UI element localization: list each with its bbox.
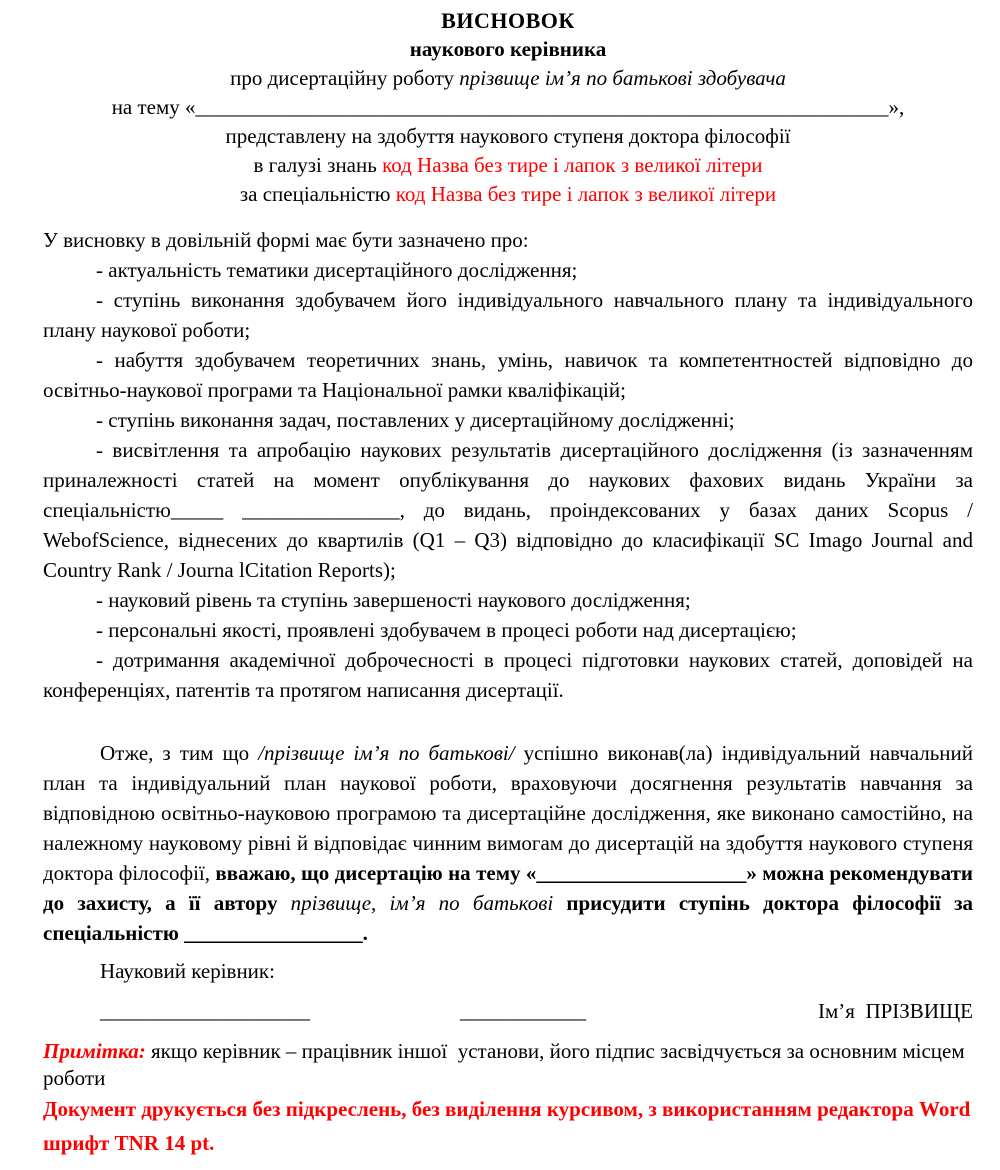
document-header xyxy=(43,6,973,209)
supervisor-label: Науковий керівник: xyxy=(100,959,275,983)
requirement-bullet: - набуття здобувачем теоретичних знань, умінь, навичок та компетентностей відповідно до освітньо-наукової програми та Національної рамки кваліфікацій; xyxy=(43,348,973,402)
conclusion-paragraph xyxy=(43,738,973,948)
candidate-name-placeholder: прізвище ім’я по батькові здобувача xyxy=(459,66,786,90)
signature-row xyxy=(43,996,973,1026)
requirement-bullet: - ступінь виконання здобувачем його індивідуального навчального плану та індивідуального плану наукової роботи; xyxy=(43,288,973,342)
supervisor-name: Ім’я ПРІЗВИЩЕ xyxy=(818,999,973,1023)
topic-blank-line: __________________________________________________________________ xyxy=(195,95,889,119)
doc-title: ВИСНОВОК xyxy=(441,8,575,33)
candidate-name-placeholder: /прізвище ім’я по батькові/ xyxy=(258,741,515,765)
degree-bold-segment: присудити ступінь доктора філософії за спеціальністю _________________. xyxy=(43,891,974,945)
field-code-placeholder: код Назва без тире і лапок з великої літери xyxy=(382,153,763,177)
topic-suffix: », xyxy=(888,95,905,119)
note-paragraph xyxy=(43,1038,973,1092)
field-line xyxy=(43,151,973,180)
requirement-bullet: - ступінь виконання задач, поставлених у дисертаційному дослідженні; xyxy=(96,408,735,432)
signature-blank-line: ____________________ xyxy=(100,999,310,1023)
specialty-code-placeholder: код Назва без тире і лапок з великої літери xyxy=(395,182,777,206)
date-blank-line: ____________ xyxy=(460,999,586,1023)
print-instruction: Документ друкується без підкреслень, без виділення курсивом, з використанням редактора Word шрифт TNR 14 pt. xyxy=(43,1097,971,1155)
intro-paragraph: У висновку в довільній формі має бути зазначено про: xyxy=(43,228,529,252)
requirements-section xyxy=(43,225,973,705)
requirement-bullet: - дотримання академічної доброчесності в процесі підготовки наукових статей, доповідей на конференціях, патентів та протягом написання дисертації. xyxy=(43,648,973,702)
note-text: якщо керівник – працівник іншої установи, його підпис засвідчується за основним місцем роботи xyxy=(43,1039,970,1090)
specialty-line xyxy=(43,180,973,209)
requirement-bullet: - персональні якості, проявлені здобувачем в процесі роботи над дисертацією; xyxy=(96,618,797,642)
conclusion-segment: Отже, з тим що xyxy=(100,741,259,765)
submitted-line: представлену на здобуття наукового ступеня доктора філософії xyxy=(225,124,791,148)
field-prefix: в галузі знань xyxy=(253,153,383,177)
topic-line xyxy=(43,93,973,122)
note-label: Примітка: xyxy=(43,1039,146,1063)
requirement-bullet: - висвітлення та апробацію наукових результатів дисертаційного дослідження (із зазначенням приналежності статей на момент опублікування до наукових фахових видань України за спеціальністю_____ _______________, до видань, проіндексованих у базах даних Scopus / WebofScience, віднесених до квартилів (Q1 – Q3) відповідно до класифікації SC Imago Journal and Country Rank / Journa lCitation Reports); xyxy=(43,438,973,582)
topic-prefix: на тему « xyxy=(111,95,196,119)
about-prefix: про дисертаційну роботу xyxy=(230,66,460,90)
requirement-bullet: - актуальність тематики дисертаційного дослідження; xyxy=(96,258,578,282)
recommendation-bold-segment: вважаю, що дисертацію на тему «____________________» можна рекомендувати до захисту, а її автору xyxy=(43,861,973,915)
about-line xyxy=(43,64,973,93)
requirement-bullet: - науковий рівень та ступінь завершеності наукового дослідження; xyxy=(96,588,691,612)
doc-subtitle: наукового керівника xyxy=(409,37,607,61)
specialty-prefix: за спеціальністю xyxy=(239,182,396,206)
candidate-name-placeholder: прізвище, ім’я по батькові xyxy=(290,891,567,915)
conclusion-segment: успішно виконав(ла) індивідуальний навчальний план та індивідуальний план наукової роботи, враховуючи досягнення результатів навчання за відповідною освітньо-науковою програмою та дисертаційне дослідження, яке виконано самостійно, на належному науковому рівні й відповідає чинним вимогам до дисертацій на здобуття наукового ступеня доктора філософії, xyxy=(43,741,974,885)
